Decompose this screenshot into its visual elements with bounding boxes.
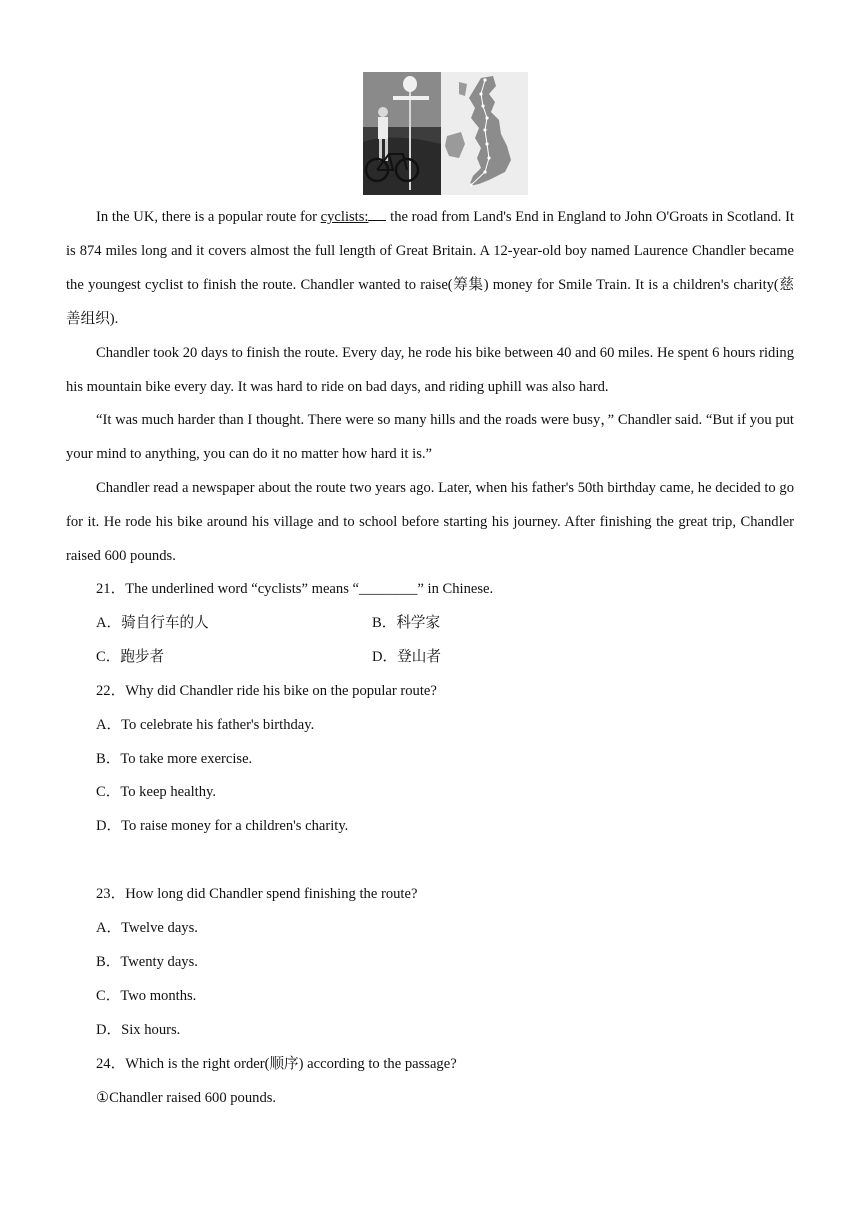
passage-text: In the UK, there is a popular route for [96, 209, 321, 225]
blank-line [66, 844, 794, 878]
question-21-options-row-2 [66, 641, 794, 675]
option-23-a[interactable]: A．Twelve days. [96, 920, 198, 937]
passage-figure [363, 72, 528, 195]
option-22-c[interactable]: C．To keep healthy. [96, 784, 217, 801]
question-24: 24．Which is the right order(顺序) according to the passage? [96, 1055, 457, 1072]
option-23-c[interactable]: C．Two months. [96, 987, 197, 1004]
passage-paragraph-1 [66, 201, 794, 337]
question-22: 22．Why did Chandler ride his bike on the popular route? [96, 682, 437, 699]
option-23-d[interactable]: D．Six hours. [96, 1021, 181, 1038]
option-22-b[interactable]: B．To take more exercise. [96, 750, 253, 767]
question-21: 21．The underlined word “cyclists” means “________” in Chinese. [96, 581, 494, 597]
question-23: 23．How long did Chandler spend finishing the route? [96, 886, 418, 903]
question-24-item-1: ①Chandler raised 600 pounds. [96, 1089, 277, 1106]
option-21-c[interactable]: C．跑步者 [96, 648, 165, 665]
option-22-d[interactable]: D．To raise money for a children's charity. [96, 818, 349, 835]
option-21-b[interactable]: B．科学家 [372, 614, 441, 631]
underline-gap [368, 206, 386, 221]
question-21-options-row-1 [66, 607, 794, 641]
option-22-a[interactable]: A．To celebrate his father's birthday. [96, 716, 315, 733]
option-23-b[interactable]: B．Twenty days. [96, 953, 198, 970]
cyclist-photo-icon [363, 72, 441, 195]
reading-passage [66, 201, 794, 574]
question-section [66, 573, 794, 1115]
passage-text: the road from Land's End in England to John O'Groats in Scotland. It is 874 miles long and it covers almost the full length of Great Britain. A 12-year-old boy named Laurence Chandler became the youngest cyclist to finish the route. Chandler wanted to raise(筹集) money for Smile Train. It is a children's charity(慈善组织). [66, 209, 794, 327]
option-21-d[interactable]: D．登山者 [372, 648, 441, 665]
passage-paragraph-4: Chandler read a newspaper about the route two years ago. Later, when his father's 50th birthday came, he decided to go for it. He rode his bike around his village and to school before starting his journey. After finishing the great trip, Chandler raised 600 pounds. [66, 480, 794, 565]
passage-paragraph-3: “It was much harder than I thought. There were so many hills and the roads were busy，” Chandler said. “But if you put your mind to anything, you can do it no matter how hard it is.” [66, 412, 794, 463]
great-britain-map-icon [441, 72, 528, 195]
passage-paragraph-2: Chandler took 20 days to finish the route. Every day, he rode his bike between 40 and 60 miles. He spent 6 hours riding his mountain bike every day. It was hard to ride on bad days, and riding uphill was also hard. [66, 344, 794, 395]
option-21-a[interactable]: A．骑自行车的人 [96, 614, 209, 631]
underlined-word-cyclists: cyclists: [320, 209, 369, 225]
